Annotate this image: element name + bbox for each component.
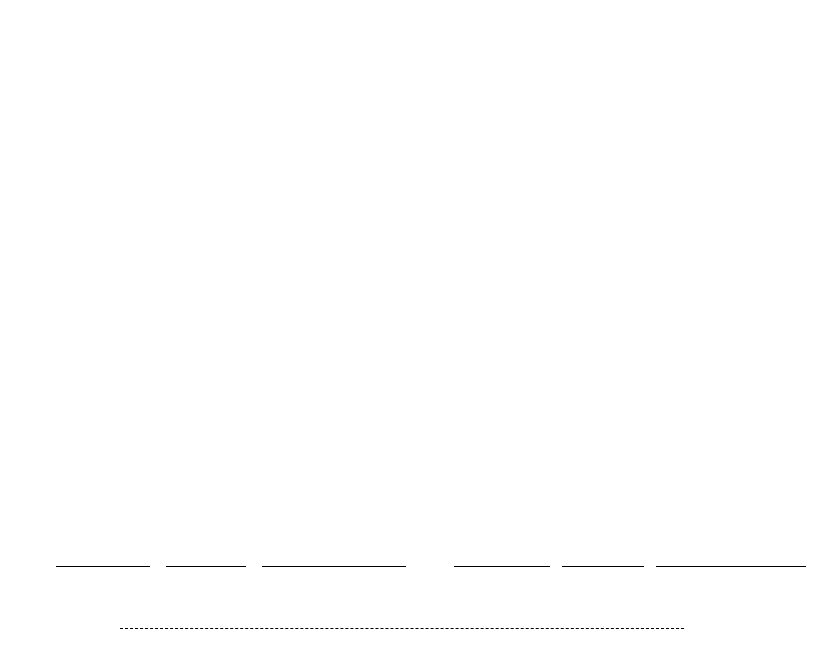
given-signature-line [562,566,644,567]
cut-line [120,628,684,629]
received-signature-line [166,566,246,567]
received-name-line [262,566,406,567]
received-position-line [56,566,150,567]
given-position-line [454,566,550,567]
given-name-line [656,566,806,567]
